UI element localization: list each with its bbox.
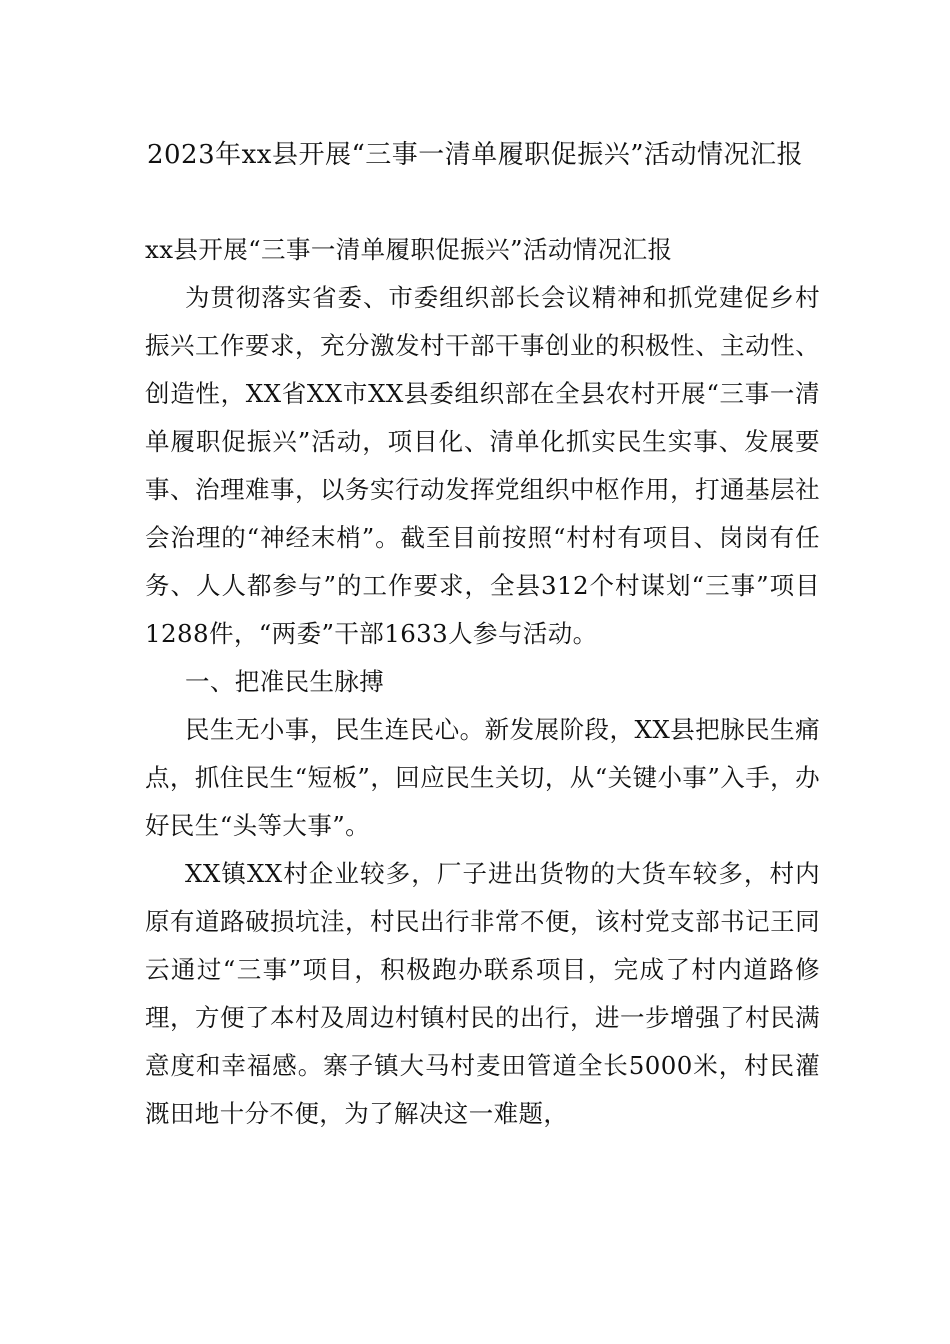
paragraph-intro: 为贯彻落实省委、市委组织部长会议精神和抓党建促乡村振兴工作要求，充分激发村干部干事创业的积极性、主动性、创造性，XX省XX市XX县委组织部在全县农村开展“三事一清单履职促振兴”活动，项目化、清单化抓实民生实事、发展要事、治理难事，以务实行动发挥党组织中枢作用，打通基层社会治理的“神经末梢”。截至目前按照“村村有项目、岗岗有任务、人人都参与”的工作要求，全县312个村谋划“三事”项目1288件，“两委”干部1633人参与活动。	[145, 283, 820, 648]
paragraph-livelihood: 民生无小事，民生连民心。新发展阶段，XX县把脉民生痛点，抓住民生“短板”，回应民生关切，从“关键小事”入手，办好民生“头等大事”。	[145, 715, 820, 840]
document-body	[145, 226, 820, 1138]
document-title: 2023年xx县开展“三事一清单履职促振兴”活动情况汇报	[146, 140, 804, 170]
document-subtitle: xx县开展“三事一清单履职促振兴”活动情况汇报	[145, 235, 673, 264]
section-heading: 一、把准民生脉搏	[185, 667, 385, 696]
paragraph-village-example: XX镇XX村企业较多，厂子进出货物的大货车较多，村内原有道路破损坑洼，村民出行非常不便，该村党支部书记王同云通过“三事”项目，积极跑办联系项目，完成了村内道路修理，方便了本村及周边村镇村民的出行，进一步增强了村民满意度和幸福感。寨子镇大马村麦田管道全长5000米，村民灌溉田地十分不便，为了解决这一难题，	[145, 859, 820, 1128]
